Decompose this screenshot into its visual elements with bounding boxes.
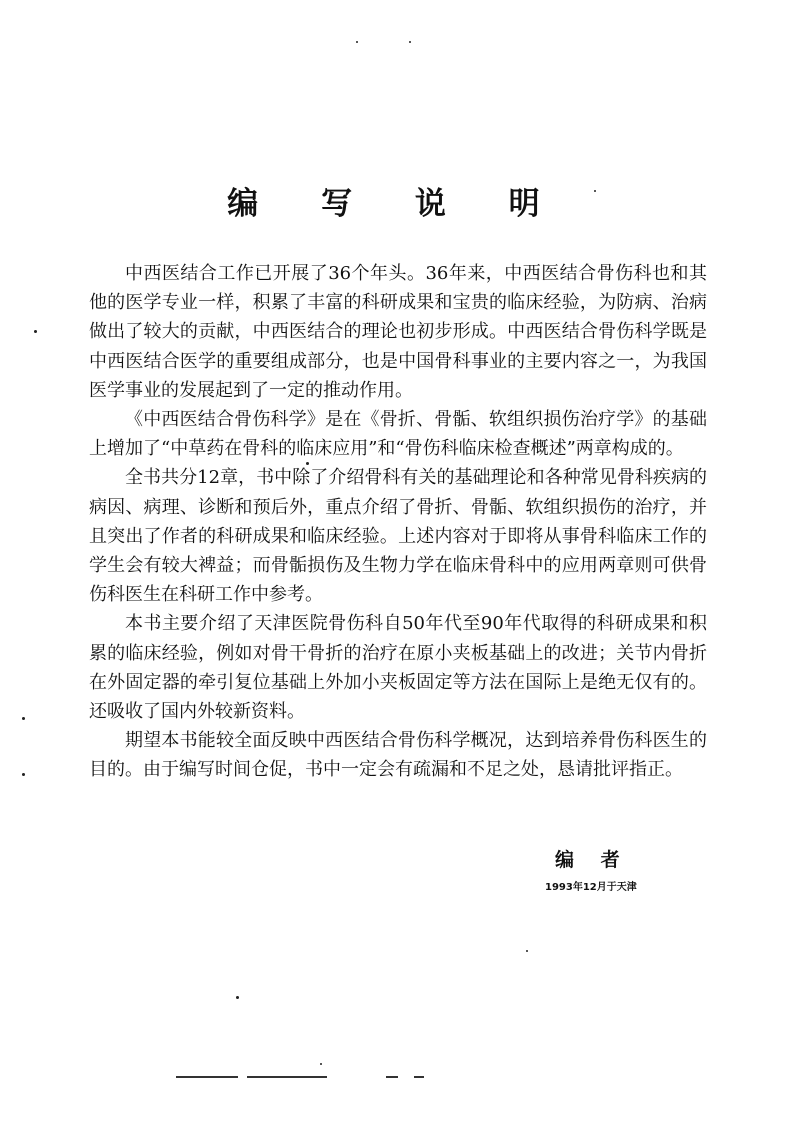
scan-speck	[526, 950, 528, 952]
scan-speck	[236, 996, 239, 999]
paragraph: 《中西医结合骨伤科学》是在《骨折、骨骺、软组织损伤治疗学》的基础上增加了“中草药在骨科的临床应用”和“骨伤科临床检查概述”两章构成的。	[89, 409, 707, 460]
scan-line	[414, 1076, 424, 1078]
paragraph: 期望本书能较全面反映中西医结合骨伤科学概况，达到培养骨伤科医生的目的。由于编写时间仓促，书中一定会有疏漏和不足之处，恳请批评指正。	[89, 730, 707, 781]
scan-speck	[320, 1063, 322, 1065]
scan-speck	[22, 717, 25, 720]
signature-date: 1993年12月于天津	[545, 882, 637, 893]
paragraph: 全书共分12章，书中除了介绍骨科有关的基础理论和各种常见骨科疾病的病因、病理、诊断和预后外，重点介绍了骨折、骨骺、软组织损伤的治疗，并且突出了作者的科研成果和临床经验。上述内容对于即将从事骨科临床工作的学生会有较大裨益；而骨骺损伤及生物力学在临床骨科中的应用两章则可供骨伤科医生在科研工作中参考。	[89, 467, 707, 606]
paragraph: 本书主要介绍了天津医院骨伤科自50年代至90年代取得的科研成果和积累的临床经验，例如对骨干骨折的治疗在原小夹板基础上的改进；关节内骨折在外固定器的牵引复位基础上外加小夹板固定等方法在国际上是绝无仅有的。还吸收了国内外较新资料。	[89, 613, 707, 723]
preface-body	[89, 259, 707, 785]
scan-line	[176, 1076, 238, 1078]
page-title: 编 写 说 明	[227, 185, 566, 222]
paragraph: 中西医结合工作已开展了36个年头。36年来，中西医结合骨伤科也和其他的医学专业一样，积累了丰富的科研成果和宝贵的临床经验，为防病、治病做出了较大的贡献，中西医结合的理论也初步形成。中西医结合骨伤科学既是中西医结合医学的重要组成部分，也是中国骨科事业的主要内容之一，为我国医学事业的发展起到了一定的推动作用。	[89, 263, 707, 401]
author-signature: 编 者	[555, 849, 630, 871]
scan-speck	[22, 773, 25, 776]
scan-line	[247, 1076, 327, 1078]
scan-speck	[356, 41, 358, 43]
scan-speck	[34, 330, 37, 333]
scan-speck	[409, 41, 411, 43]
scan-line	[386, 1076, 398, 1078]
